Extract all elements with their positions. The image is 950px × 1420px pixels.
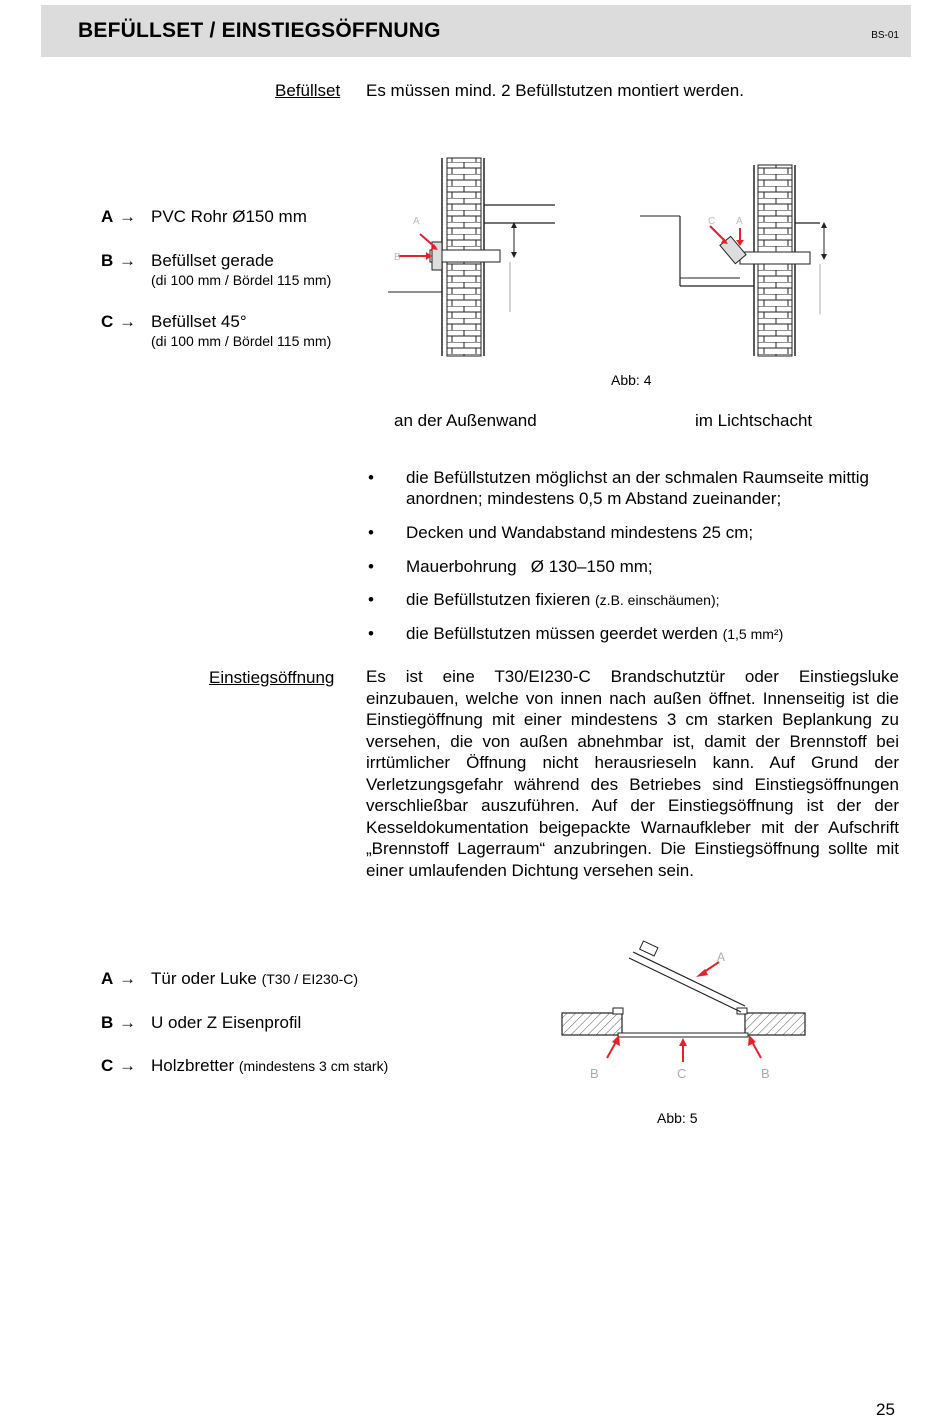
bullet-icon: •	[368, 468, 374, 487]
list-item-text: Decken und Wandabstand mindestens 25 cm;	[406, 523, 754, 542]
list-item-note: (1,5 mm²)	[722, 626, 784, 642]
legend-key: C	[101, 312, 114, 331]
arrow-icon: →	[119, 1013, 136, 1032]
figure-mark-a: A	[717, 950, 726, 964]
figure-mark-c: C	[677, 1066, 687, 1081]
legend-text: PVC Rohr Ø150 mm	[151, 207, 307, 226]
legend-key: B	[101, 1013, 114, 1032]
section-label-einstieg: Einstiegsöffnung	[209, 668, 335, 687]
figure-einstieg-diagram	[555, 940, 815, 1085]
list-item-text: die Befüllstutzen müssen geerdet werden	[406, 624, 718, 643]
figure-befuellset-diagram	[380, 150, 850, 365]
arrow-icon: →	[119, 251, 136, 270]
arrow-icon: →	[119, 969, 136, 988]
page-title: BEFÜLLSET / EINSTIEGSÖFFNUNG	[78, 19, 441, 42]
figure-caption-abb5: Abb: 5	[657, 1110, 698, 1126]
list-item-text: die Befüllstutzen fixieren	[406, 590, 591, 609]
legend-text: Holzbretter	[151, 1056, 235, 1075]
arrow-icon: →	[119, 1056, 136, 1075]
svg-text:B: B	[394, 252, 401, 263]
page-header	[41, 5, 911, 57]
legend-note: (T30 / EI230-C)	[261, 971, 359, 987]
bullet-icon: •	[368, 523, 374, 542]
legend-key: A	[101, 207, 114, 226]
section-label-befuellset: Befüllset	[275, 81, 341, 100]
section-code: BS-01	[871, 30, 899, 41]
legend-note: (mindestens 3 cm stark)	[238, 1058, 389, 1074]
legend-key: C	[101, 1056, 114, 1075]
list-item-text: die Befüllstutzen möglichst an der schmalen Raumseite mittig anordnen; mindestens 0,5 m Abstand zueinander;	[406, 468, 869, 508]
befuellset-intro: Es müssen mind. 2 Befüllstutzen montiert werden.	[366, 81, 744, 100]
legend-subtext: (di 100 mm / Bördel 115 mm)	[151, 333, 332, 349]
legend-key: B	[101, 251, 114, 270]
list-item-text: Mauerbohrung Ø 130–150 mm;	[406, 557, 653, 576]
legend-text: Befüllset gerade	[151, 251, 274, 270]
arrow-icon: →	[119, 312, 136, 331]
bullet-icon: •	[368, 624, 374, 643]
legend-text: U oder Z Eisenprofil	[151, 1013, 302, 1032]
figure-label-right: im Lichtschacht	[695, 411, 813, 430]
svg-text:C: C	[708, 216, 716, 227]
page-number: 25	[876, 1400, 895, 1419]
figure-mark-b-left: B	[590, 1066, 599, 1081]
list-item-note: (z.B. einschäumen);	[595, 592, 720, 608]
bullet-icon: •	[368, 557, 374, 576]
svg-text:A: A	[736, 216, 743, 227]
figure-mark-b-right: B	[761, 1066, 770, 1081]
legend-text: Befüllset 45°	[151, 312, 247, 331]
arrow-icon: →	[119, 207, 136, 226]
svg-text:A: A	[413, 216, 420, 227]
bullet-icon: •	[368, 590, 374, 609]
legend-key: A	[101, 969, 114, 988]
einstieg-paragraph: Es ist eine T30/EI230-C Brandschutztür oder Einstiegsluke einzubauen, welche von innen nach außen öffnet. Innenseitig ist die Einstiegöffnung mit einer mindestens 3 cm starken Beplankung zu versehen, die von außen abnehmbar ist, damit der Brennstoff bei irrtümlicher Öffnung nicht herausrieseln kann. Auf Grund der Verletzungsgefahr während des Betriebes sind Einstiegsöffnungen verschließbar auszuführen. Auf der Einstiegsöffnung ist der der Kesseldokumentation beigepackte Warnaufkleber mit der Aufschrift „Brennstoff Lagerraum“ anzubringen. Die Einstiegsöffnung sollte mit einer umlaufenden Dichtung versehen sein.	[366, 667, 899, 880]
legend-subtext: (di 100 mm / Bördel 115 mm)	[151, 272, 332, 288]
figure-caption-abb4: Abb: 4	[611, 372, 652, 388]
figure-label-left: an der Außenwand	[394, 411, 537, 430]
legend-text: Tür oder Luke	[151, 969, 257, 988]
